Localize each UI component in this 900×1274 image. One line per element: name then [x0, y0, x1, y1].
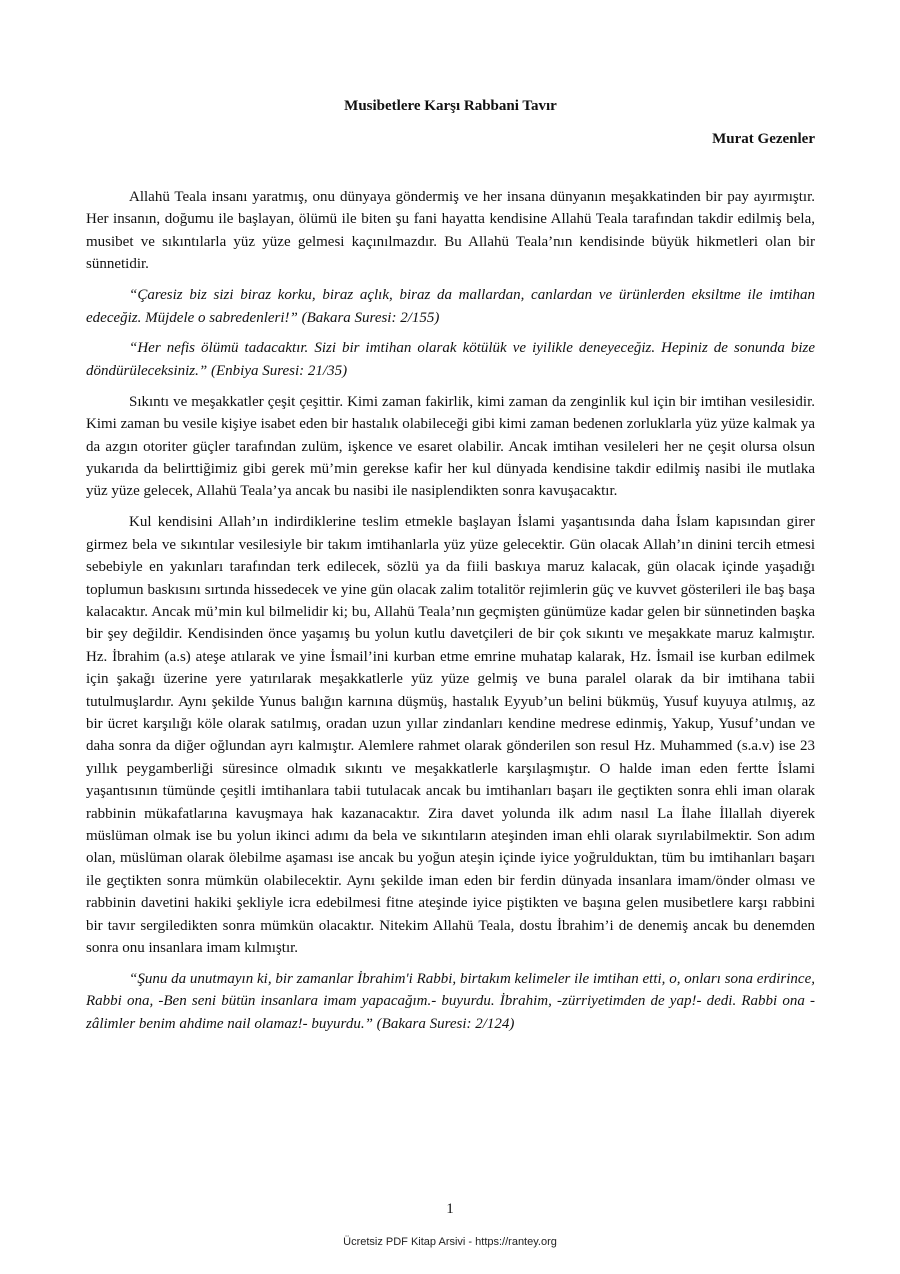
author-name: Murat Gezenler	[712, 131, 815, 147]
quote-bakara-155: “Çaresiz biz sizi biraz korku, biraz açlık, biraz da mallardan, canlardan ve ürünlerden eksiltme ile imtihan edeceğiz. Müjdele o sabredenleri!” (Bakara Suresi: 2/155)	[86, 287, 815, 326]
quote-bakara-124: “Şunu da unutmayın ki, bir zamanlar İbrahim'i Rabbi, birtakım kelimeler ile imtihan etti, o, onları sona erdirince, Rabbi ona, -Ben seni bütün insanlara imam yapacağım.- buyurdu. İbrahim, -zürriyetimden de yap!- dedi. Rabbi ona -zâlimler benim ahdime nail olamaz!- buyurdu.” (Bakara Suresi: 2/124)	[86, 970, 815, 1032]
document-page	[86, 96, 815, 1044]
paragraph-intro: Allahü Teala insanı yaratmış, onu dünyaya göndermiş ve her insana dünyanın meşakkatinden bir pay ayırmıştır. Her insanın, doğumu ile başlayan, ölümü ile biten şu fani hayatta kendisine Allahü Teala tarafından takdir edilmiş bela, musibet ve sıkıntılarla yüz yüze gelmesi kaçınılmazdır. Bu Allahü Teala’nın kendisinde büyük hikmetleri olan bir sünnetidir.	[86, 189, 815, 273]
quote-enbiya-35: “Her nefis ölümü tadacaktır. Sizi bir imtihan olarak kötülük ve iyilikle deneyeceğiz. Hepiniz de sonunda bize döndürüleceksiniz.” (Enbiya Suresi: 21/35)	[86, 340, 815, 379]
footer-text: Ücretsiz PDF Kitap Arsivi - https://rantey.org	[343, 1236, 557, 1248]
paragraph-trials: Kul kendisini Allah’ın indirdiklerine teslim etmekle başlayan İslami yaşantısında daha İslam kapısından girer girmez bela ve sıkıntılar vesilesiyle bir takım imtihanlarla yüz yüze gelecektir. Gün olacak Allah’ın dinini tercih etmesi sebebiyle en yakınları tarafından terk edilecek, sözlü ya da fiili baskıya maruz kalacak, gün olacak içinde yaşadığı toplumun baskısını sırtında hissedecek ve yine gün olacak zalim totalitör rejimlerin güç ve kuvvet gösterileri ile baş başa kalacaktır. Ancak mü’min kul bilmelidir ki; bu, Allahü Teala’nın geçmişten günümüze kadar gelen bir sünnetinden başka bir şey değildir. Kendisinden önce yaşamış bu yolun kutlu davetçileri de bir çok sıkıntı ve meşakkate maruz kalmıştır. Hz. İbrahim (a.s) ateşe atılarak ve yine İsmail’ini kurban etme emrine muhatap kalarak, Hz. İsmail ise kurban edilmek için şakağı üzerine yere yatırılarak meşakkatlerle yüz yüze gelmiş ve buna paralel olarak da bir imtihana tabii tutulmuşlardır. Aynı şekilde Yunus balığın karnına düşmüş, hastalık Eyyub’un belini bükmüş, Yusuf kuyuya atılmış, az bir ücret karşılığı köle olarak satılmış, oradan uzun yıllar zindanları kendine medrese edinmiş, Yakup, Yusuf’undan ve daha sonra da diğer oğlundan ayrı kalmıştır. Alemlere rahmet olarak gönderilen son resul Hz. Muhammed (s.a.v) ise 23 yıllık peygamberliği süresince olmadık sıkıntı ve meşakkatlerle karşılaşmıştır. O halde iman eden fertte İslami yaşantısının tümünde çeşitli imtihanlara tabii tutulacak ancak bu imtihanları başarı ile geçtikten sonra ehli iman olarak rabbinin mükafatlarına kavuşmaya hak kazanacaktır. Zira davet yolunda ilk adım nasıl La İlahe İllallah diyerek müslüman olmak ise bu yolun ikinci adımı da bela ve sıkıntıların ateşinden iman ehli olarak sıyrılabilmektir. Son adım olan, müslüman olarak ölebilme aşaması ise ancak bu yoğun ateşin içinde iyice yoğrulduktan, tüm bu imtihanları başarı ile geçtikten sonra mümkün olabilecektir. Aynı şekilde iman eden bir ferdin dünyada insanlara imam/önder olması ve rabbinin davetini hakiki şekliyle icra edebilmesi fitne ateşinde iyice piştikten ve başına gelen musibetlere karşı rabbini bir tavır sergiledikten sonra mümkün olacaktır. Nitekim Allahü Teala, dostu İbrahim’i de denemiş ancak bu denemden sonra onu insanlara imam kılmıştır.	[86, 514, 815, 956]
paragraph-hardships: Sıkıntı ve meşakkatler çeşit çeşittir. Kimi zaman fakirlik, kimi zaman da zenginlik kul için bir imtihan vesilesidir. Kimi zaman bu vesile kişiye isabet eden bir hastalık olabileceği gibi kimi zaman bedenen zorluklarla yüz yüze kalmak ya da azgın otoriter güçler tarafından zulüm, işkence ve esaret olabilir. Ancak imtihan vesileleri her ne çeşit olursa olsun yukarıda da belirttiğimiz gibi gerek mü’min gerekse kafir her kul dünyada kendisine takdir edilmiş nasibi ile mutlaka yüz yüze gelecek, Allahü Teala’ya ancak bu nasibi ile nasiplendikten sonra kavuşacaktır.	[86, 393, 815, 500]
page-number: 1	[446, 1201, 454, 1217]
document-title: Musibetlere Karşı Rabbani Tavır	[344, 98, 557, 114]
